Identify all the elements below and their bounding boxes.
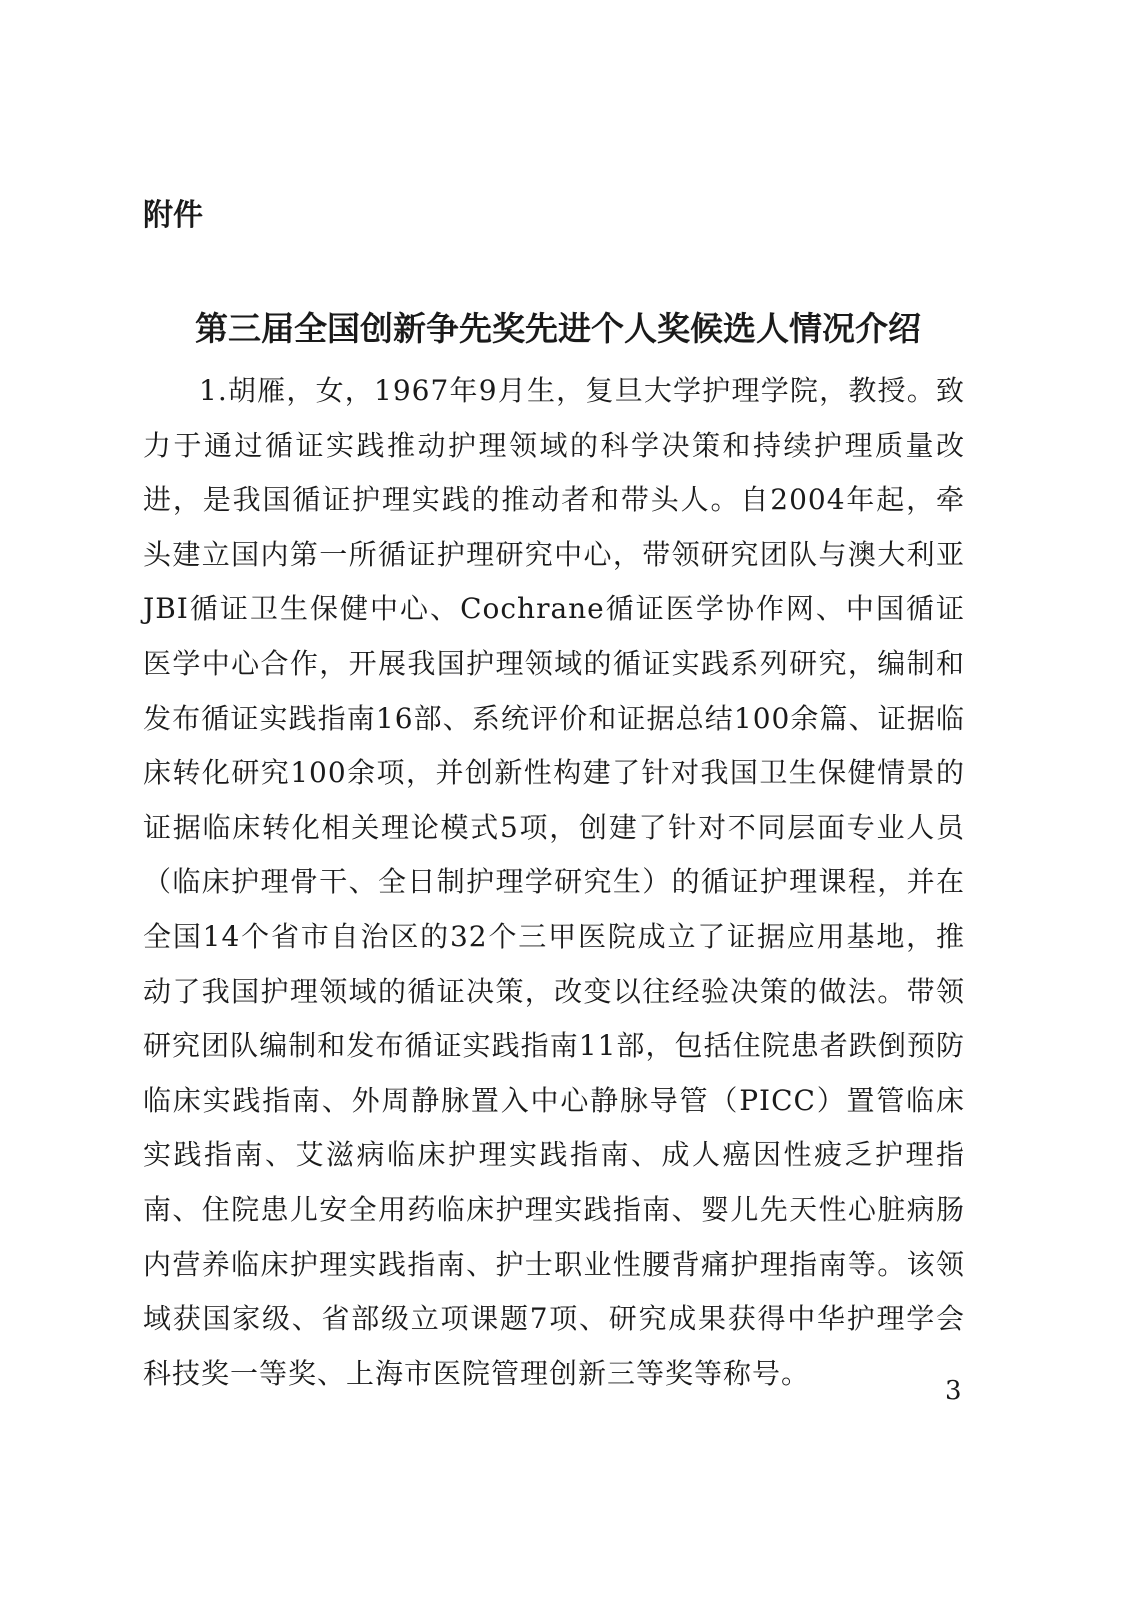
page-number: 3	[945, 1376, 962, 1406]
document-title: 第三届全国创新争先奖先进个人奖候选人情况介绍	[195, 309, 921, 348]
candidate-introduction-paragraph: 1.胡雁，女，1967年9月生，复旦大学护理学院，教授。致力于通过循证实践推动护理领域的科学决策和持续护理质量改进，是我国循证护理实践的推动者和带头人。自2004年起，牵头建立国内第一所循证护理研究中心，带领研究团队与澳大利亚JBI循证卫生保健中心、Cochrane循证医学协作网、中国循证医学中心合作，开展我国护理领域的循证实践系列研究，编制和发布循证实践指南16部、系统评价和证据总结100余篇、证据临床转化研究100余项，并创新性构建了针对我国卫生保健情景的证据临床转化相关理论模式5项，创建了针对不同层面专业人员（临床护理骨干、全日制护理学研究生）的循证护理课程，并在全国14个省市自治区的32个三甲医院成立了证据应用基地，推动了我国护理领域的循证决策，改变以往经验决策的做法。带领研究团队编制和发布循证实践指南11部，包括住院患者跌倒预防临床实践指南、外周静脉置入中心静脉导管（PICC）置管临床实践指南、艾滋病临床护理实践指南、成人癌因性疲乏护理指南、住院患儿安全用药临床护理实践指南、婴儿先天性心脏病肠内营养临床护理实践指南、护士职业性腰背痛护理指南等。该领域获国家级、省部级立项课题7项、研究成果获得中华护理学会科技奖一等奖、上海市医院管理创新三等奖等称号。	[143, 374, 965, 1390]
attachment-label: 附件	[143, 198, 203, 233]
